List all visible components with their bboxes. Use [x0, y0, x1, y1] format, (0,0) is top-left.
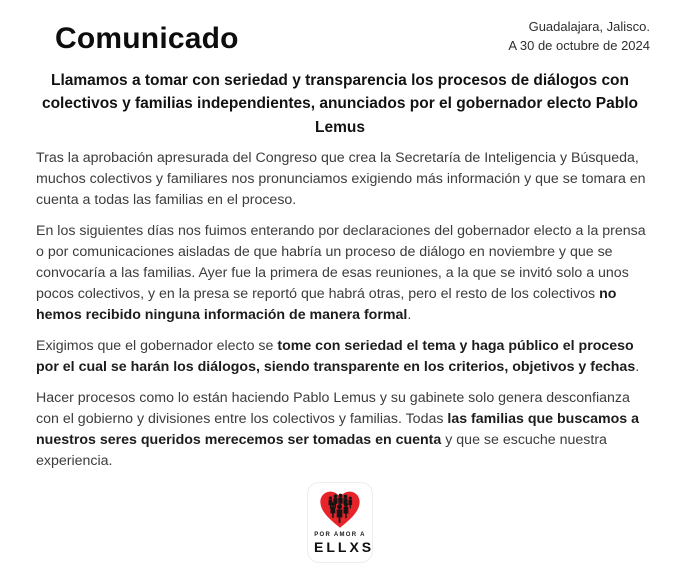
logo-subtext: POR AMOR A: [314, 531, 366, 538]
paragraph: [36, 221, 650, 326]
heart-people-icon: [317, 488, 363, 530]
text-segment: Hacer procesos como lo están haciendo Pablo Lemus y su gabinete solo genera desconfianza con el gobierno y divisiones entre los colectivos y familias. Todas: [36, 389, 630, 427]
document-body: [36, 148, 650, 472]
text-segment: y que se escuche nuestra experiencia.: [36, 431, 607, 469]
text-segment: Exigimos que el gobernador electo se: [36, 337, 278, 354]
logo-name: ELLXS: [314, 538, 375, 555]
dateline-location: Guadalajara, Jalisco.: [528, 19, 650, 34]
dateline-date: A 30 de octubre de 2024: [508, 37, 650, 53]
por-amor-a-ellxs-logo: [307, 482, 373, 563]
document-footer: [0, 482, 680, 563]
document-header: [0, 0, 680, 56]
paragraph: [36, 336, 650, 378]
text-segment: Tras la aprobación apresurada del Congreso que crea la Secretaría de Inteligencia y Búsqueda, muchos colectivos y familiares nos pronunciamos exigiendo más información y que se tomara en cuenta a todas las familias en el proceso.: [36, 149, 646, 208]
page-title: Comunicado: [55, 22, 239, 55]
headline: Llamamos a tomar con seriedad y transparencia los procesos de diálogos con colectivos y familias independientes, anunciados por el gobernador electo Pablo Lemus: [41, 72, 639, 136]
text-segment: .: [407, 306, 412, 323]
bold-text-segment: las familias que buscamos a nuestros seres queridos merecemos ser tomadas en cuenta: [36, 410, 640, 448]
bold-text-segment: no hemos recibido ninguna información de manera formal: [36, 285, 617, 323]
bold-text-segment: tome con seriedad el tema y haga público el proceso por el cual se harán los diálogos, siendo transparente en los criterios, objetivos y fechas: [36, 337, 636, 375]
text-segment: En los siguientes días nos fuimos enterando por declaraciones del gobernador electo a la prensa o por comunicaciones aisladas de que habría un proceso de diálogo en noviembre y que se convocaría a las familias. Ayer fue la primera de esas reuniones, a la que se invitó solo a unos pocos colectivos, y en la presa se reportó que habrá otras, pero el resto de los colectivos: [36, 222, 646, 302]
text-segment: .: [635, 358, 640, 375]
dateline: [508, 13, 650, 56]
paragraph: [36, 388, 650, 472]
paragraph: [36, 148, 650, 211]
